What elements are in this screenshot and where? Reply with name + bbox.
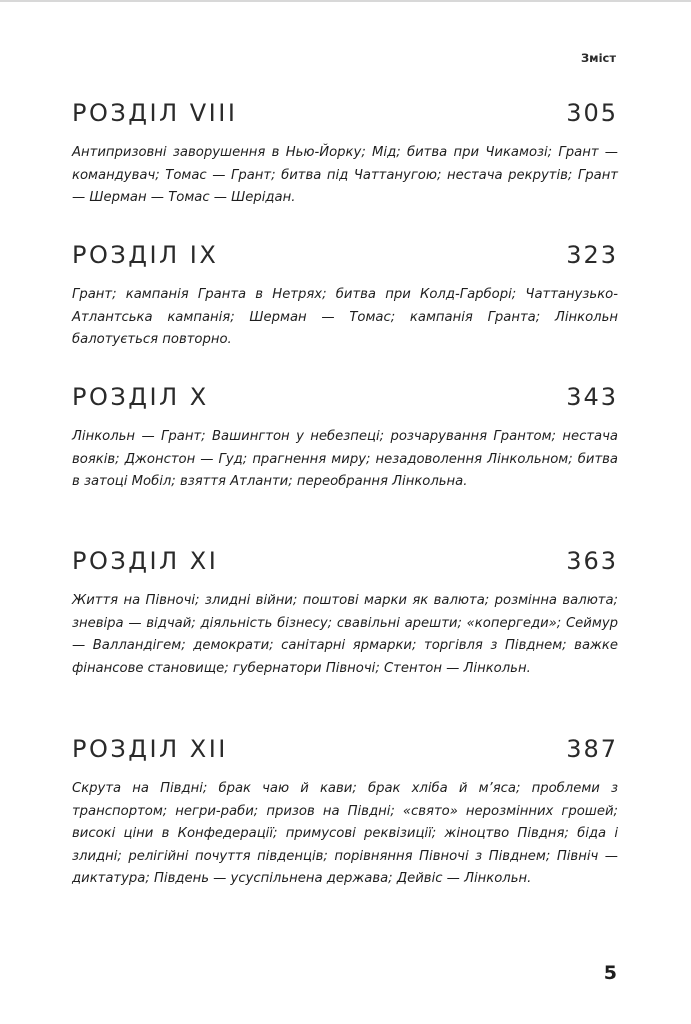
toc-entry-header (72, 540, 618, 582)
chapter-title: РОЗДІЛ VIII (72, 99, 238, 127)
toc-entry-header (72, 376, 618, 418)
chapter-title: РОЗДІЛ XII (72, 735, 228, 763)
chapter-title: РОЗДІЛ XI (72, 547, 219, 575)
chapter-summary: Життя на Півночі; злидні війни; поштові марки як валюта; розмінна валюта; зневіра — відчай; діяльність бізнесу; свавільні арешти; «копергеди»; Сеймур — Валландігем; демократи; санітарні ярмарки; торгівля з Півднем; важке фінансове становище; губернатори Півночі; Стентон — Лінкольн. (72, 593, 618, 676)
toc-entry-chapter-10[interactable] (72, 376, 618, 494)
chapter-title: РОЗДІЛ X (72, 383, 209, 411)
chapter-summary: Грант; кампанія Гранта в Нетрях; битва при Колд-Гарборі; Чаттанузько-Атлантська кампанія; Шерман — Томас; кампанія Гранта; Лінкольн балотується повторно. (72, 287, 618, 347)
chapter-page-number: 305 (566, 99, 618, 127)
toc-entry-chapter-8[interactable] (72, 92, 618, 210)
toc-entry-header (72, 728, 618, 770)
chapter-summary: Антипризовні заворушення в Нью-Йорку; Мід; битва при Чикамозі; Грант — командувач; Томас — Грант; битва під Чаттанугою; нестача рекрутів; Грант — Шерман — Томас — Шерідан. (72, 145, 618, 205)
top-edge-rule (0, 0, 691, 2)
running-head: Зміст (581, 51, 616, 65)
chapter-page-number: 363 (566, 547, 618, 575)
chapter-summary: Скрута на Півдні; брак чаю й кави; брак хліба й м’яса; проблеми з транспортом; негри-раби; призов на Півдні; «свято» нерозмінних грошей; високі ціни в Конфедерації; примусові реквізиції; жіноцтво Півдня; біда і злидні; релігійні почуття південців; порівняння Півночі з Півднем; Північ — диктатура; Південь — усуспільнена держава; Дейвіс — Лінкольн. (72, 781, 618, 886)
chapter-page-number: 387 (566, 735, 618, 763)
chapter-page-number: 343 (566, 383, 618, 411)
toc-entry-header (72, 92, 618, 134)
toc-entry-chapter-12[interactable] (72, 728, 618, 891)
toc-entry-chapter-11[interactable] (72, 540, 618, 680)
chapter-title: РОЗДІЛ IX (72, 241, 219, 269)
chapter-page-number: 323 (566, 241, 618, 269)
page-number: 5 (603, 962, 617, 984)
toc-entry-chapter-9[interactable] (72, 234, 618, 352)
toc-entry-header (72, 234, 618, 276)
chapter-summary: Лінкольн — Грант; Вашингтон у небезпеці; розчарування Грантом; нестача вояків; Джонстон — Гуд; прагнення миру; незадоволення Лінкольном; битва в затоці Мобіл; взяття Атланти; переобрання Лінкольна. (72, 429, 618, 489)
